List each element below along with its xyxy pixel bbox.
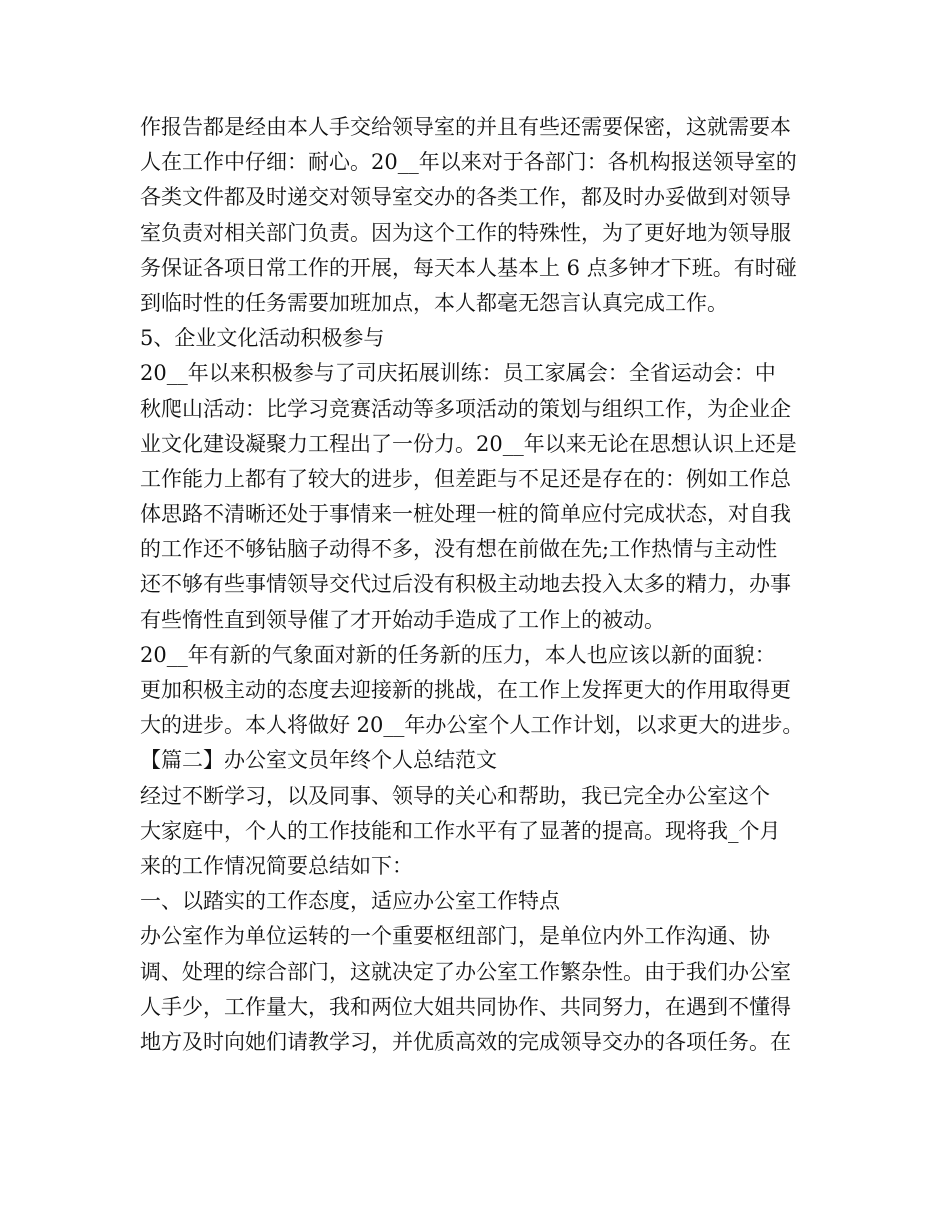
text-line: 的工作还不够钻脑子动得不多，没有想在前做在先;工作热情与主动性 [140,537,778,562]
text-line: 更加积极主动的态度去迎接新的挑战，在工作上发挥更大的作用取得更 [140,678,791,702]
text-line: 体思路不清晰还处于事情来一桩处理一桩的简单应付完成状态，对自我 [140,502,791,527]
section-heading: 5、企业文化活动积极参与 [140,326,385,351]
text-line: 大的进步。本人将做好 20__年办公室个人工作计划，以求更大的进步。 [140,713,804,738]
text-line: 各类文件都及时递交对领导室交办的各类工作，都及时办妥做到对领导 [140,185,791,210]
text-line: 到临时性的任务需要加班加点，本人都毫无怨言认真完成工作。 [140,290,728,315]
text-line: 20__年有新的气象面对新的任务新的压力，本人也应该以新的面貌： [140,642,776,667]
text-line: 来的工作情况简要总结如下： [140,853,413,878]
text-line: 办公室作为单位运转的一个重要枢纽部门，是单位内外工作沟通、协 [140,924,770,949]
text-line: 人手少，工作量大，我和两位大姐共同协作、共同努力，在遇到不懂得 [140,994,791,1019]
text-line: 秋爬山活动：比学习竞赛活动等多项活动的策划与组织工作，为企业企 [140,396,791,421]
text-line: 大家庭中，个人的工作技能和工作水平有了显著的提高。现将我_个月 [140,818,781,843]
text-line: 业文化建设凝聚力工程出了一份力。20__年以来无论在思想认识上还是 [140,431,797,456]
text-line: 工作能力上都有了较大的进步，但差距与不足还是存在的：例如工作总 [140,466,791,491]
text-line: 地方及时向她们请教学习，并优质高效的完成领导交办的各项任务。在 [140,1029,791,1054]
body-text [140,110,830,1060]
text-line: 务保证各项日常工作的开展，每天本人基本上 6 点多钟才下班。有时碰 [140,255,797,280]
text-line: 调、处理的综合部门，这就决定了办公室工作繁杂性。由于我们办公室 [140,959,791,984]
text-line: 20__年以来积极参与了司庆拓展训练：员工家属会：全省运动会：中 [140,361,776,386]
text-line: 人在工作中仔细：耐心。20__年以来对于各部门：各机构报送领导室的 [140,150,797,175]
section-heading: 一、以踏实的工作态度，适应办公室工作特点 [140,889,560,914]
text-line: 还不够有些事情领导交代过后没有积极主动地去投入太多的精力，办事 [140,572,791,597]
text-line: 作报告都是经由本人手交给领导室的并且有些还需要保密，这就需要本 [140,115,791,139]
text-line: 经过不断学习，以及同事、领导的关心和帮助，我已完全办公室这个 [140,783,770,808]
article-heading: 【篇二】办公室文员年终个人总结范文 [140,748,497,773]
text-line: 有些惰性直到领导催了才开始动手造成了工作上的被动。 [140,607,665,632]
text-line: 室负责对相关部门负责。因为这个工作的特殊性，为了更好地为领导服 [140,220,791,245]
